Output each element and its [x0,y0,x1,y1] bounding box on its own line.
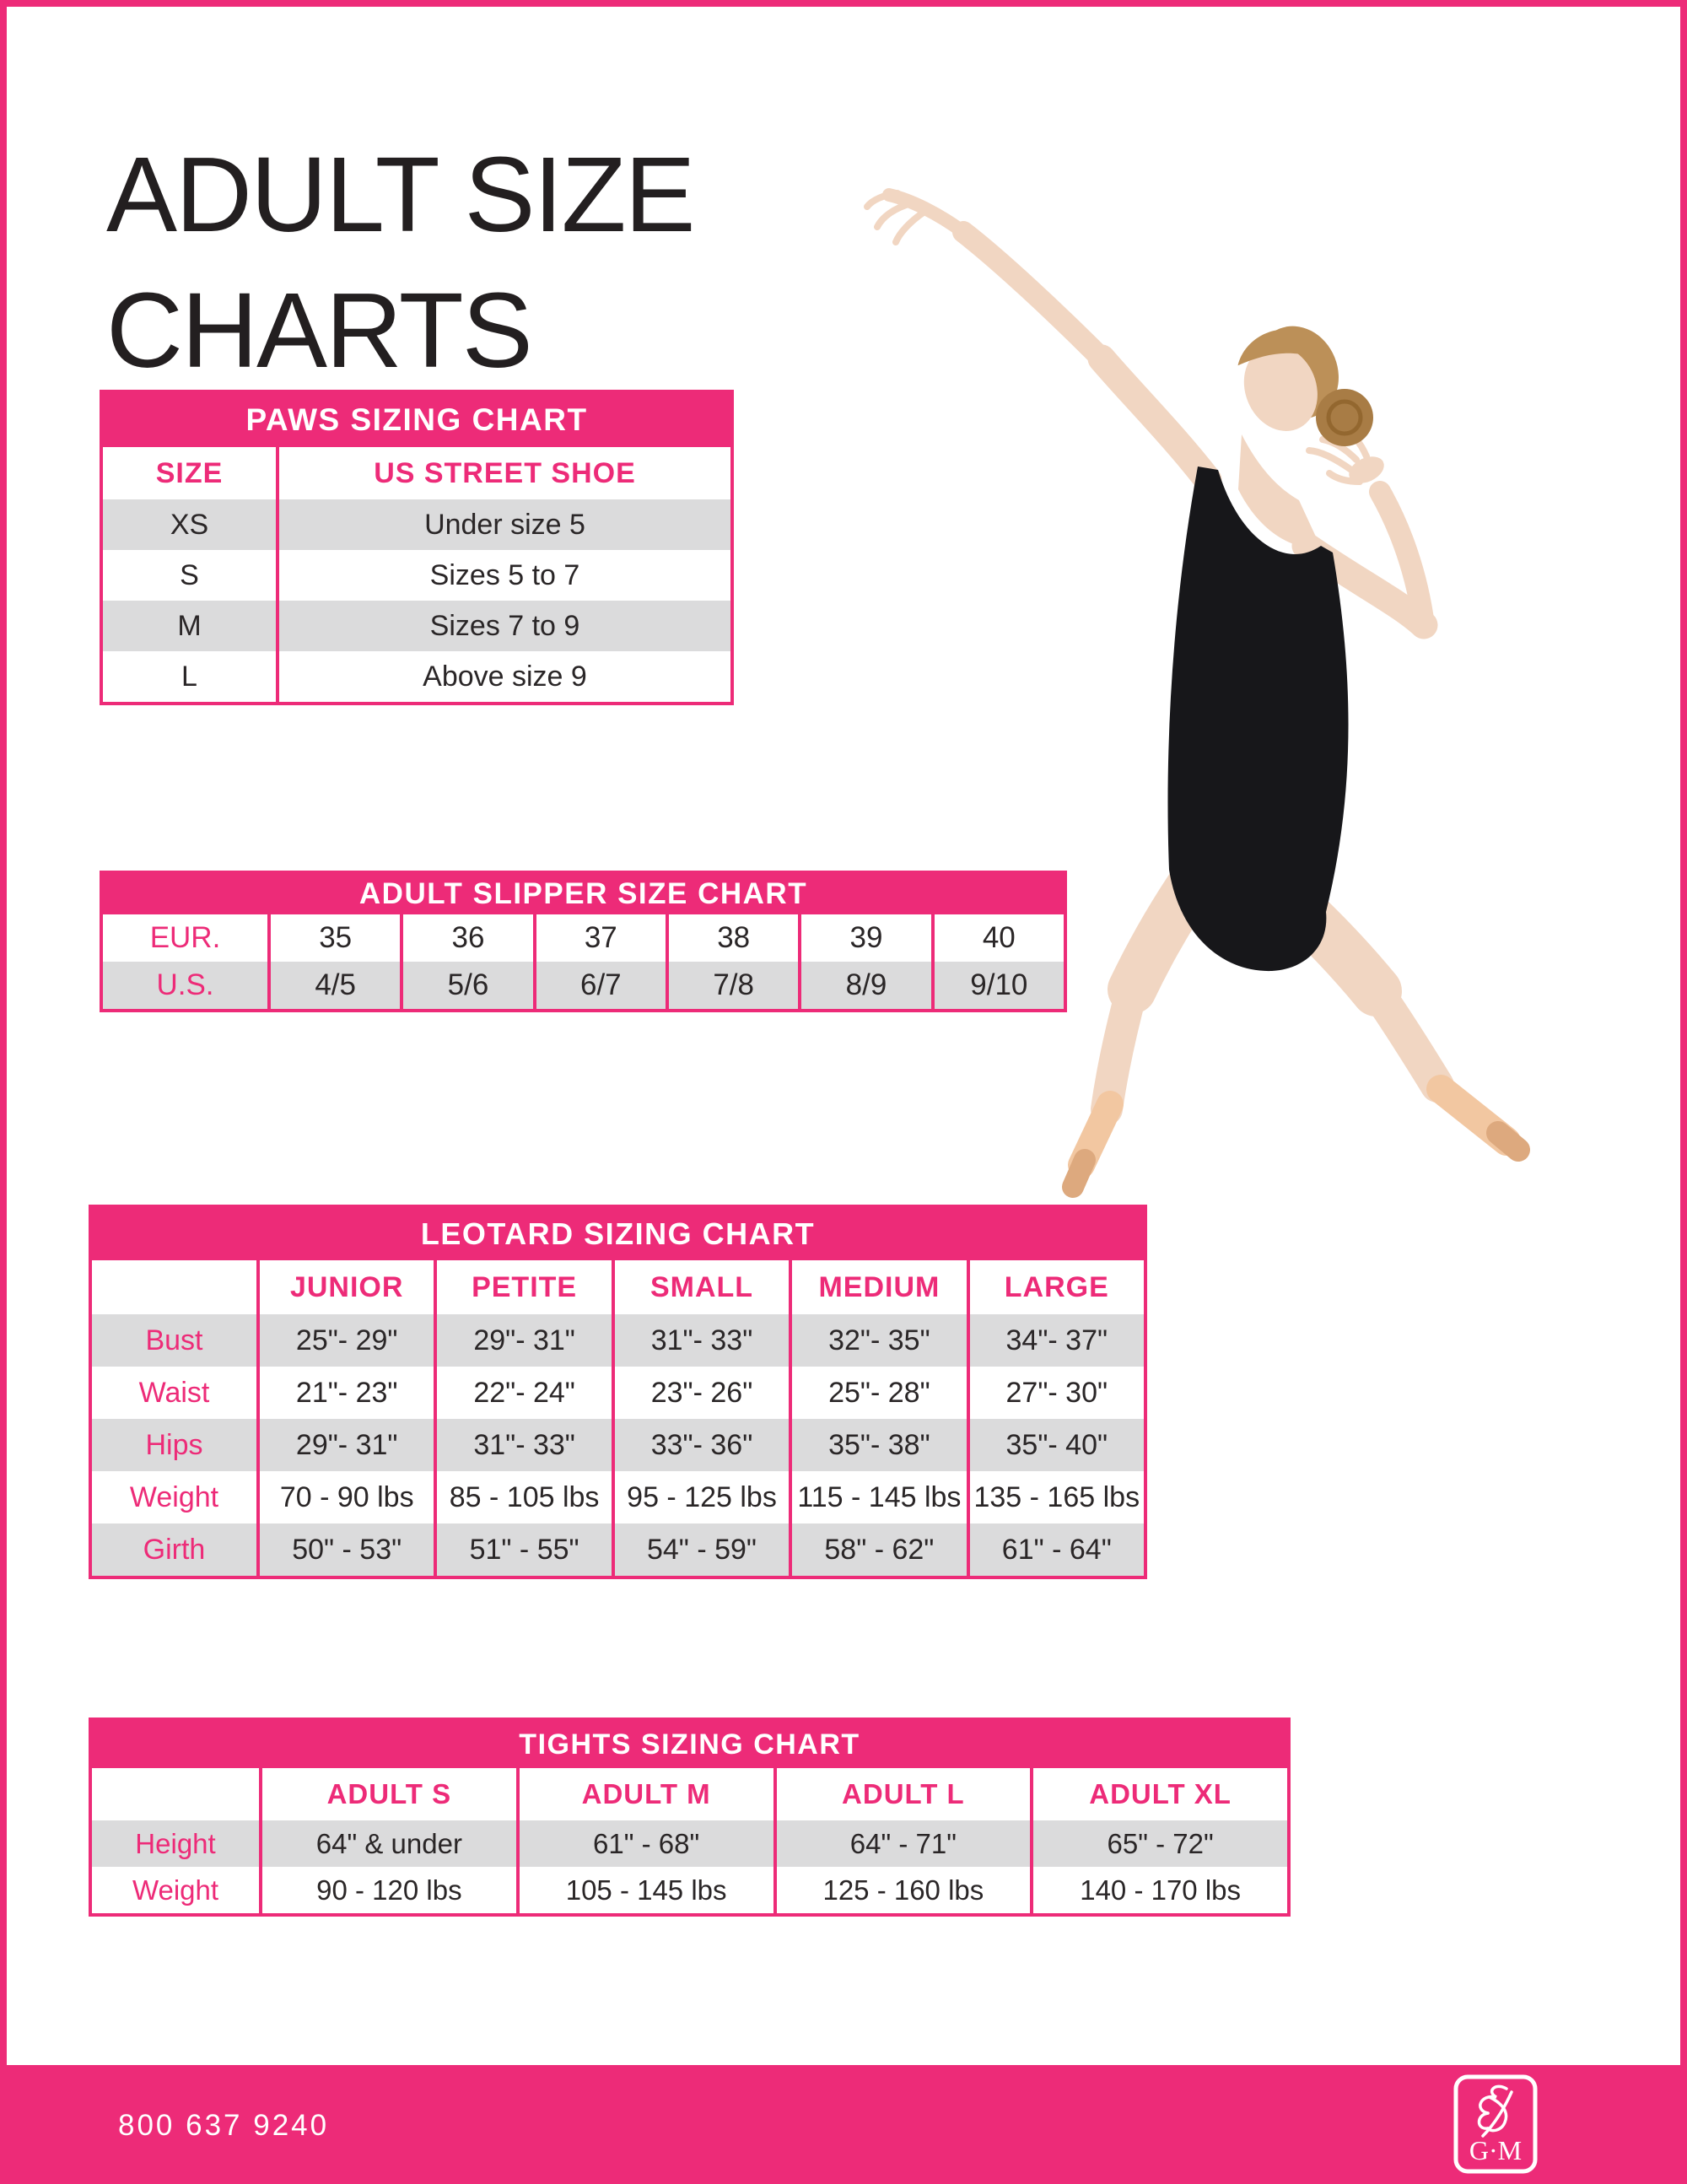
logo-monogram: G·M [1469,2135,1523,2165]
slipper-chart-title: ADULT SLIPPER SIZE CHART [103,874,1064,914]
ballet-dancer-photo [860,156,1552,1215]
table-row [103,651,730,702]
leotard-col-petite: PETITE [434,1260,611,1314]
paws-value-s: Sizes 5 to 7 [276,550,730,601]
page-title-line2: CHARTS [106,271,531,391]
leotard-chart-title: LEOTARD SIZING CHART [92,1208,1144,1260]
phone-number: 800 637 9240 [118,2109,330,2142]
slipper-row-label-eur: EUR. [149,921,221,954]
paws-value-l: Above size 9 [276,651,730,702]
tights-sizing-chart [89,1718,1291,1917]
script-flourish-icon [1479,2086,1512,2136]
tights-col-empty [92,1768,259,1820]
paws-col-size: SIZE [155,456,224,489]
table-row-bust: Bust 25"- 29" 29"- 31" 31"- 33" 32"- 35" 34"- 37" [92,1314,1144,1367]
paws-value-xs: Under size 5 [276,499,730,550]
paws-col-shoe: US STREET SHOE [276,447,730,499]
leotard-col-empty [92,1260,256,1314]
paws-size-xs: XS [170,508,209,541]
page-title [106,127,694,399]
table-row-weight: Weight 70 - 90 lbs 85 - 105 lbs 95 - 125 lbs 115 - 145 lbs 135 - 165 lbs [92,1471,1144,1523]
slipper-size-chart [100,871,1067,1012]
table-row [103,601,730,651]
footer-band [0,2065,1687,2184]
paws-chart-title: PAWS SIZING CHART [103,393,730,447]
paws-value-m: Sizes 7 to 9 [276,601,730,651]
leotard-sizing-chart [89,1205,1147,1579]
table-row-weight: Weight 90 - 120 lbs 105 - 145 lbs 125 - 160 lbs 140 - 170 lbs [92,1867,1287,1913]
table-row-height: Height 64" & under 61" - 68" 64" - 71" 65" - 72" [92,1820,1287,1867]
tights-col-adult-s: ADULT S [259,1768,516,1820]
tights-chart-title: TIGHTS SIZING CHART [92,1721,1287,1768]
table-row-eur: EUR. 35 36 37 38 39 40 [103,914,1064,962]
leotard-col-junior: JUNIOR [256,1260,434,1314]
leotard-col-small: SMALL [612,1260,789,1314]
table-row-us: U.S. 4/5 5/6 6/7 7/8 8/9 9/10 [103,962,1064,1009]
tights-col-adult-l: ADULT L [773,1768,1031,1820]
gm-brand-logo [1453,2073,1539,2175]
paws-size-m: M [177,609,202,642]
paws-size-s: S [180,558,199,591]
table-row-hips: Hips 29"- 31" 31"- 33" 33"- 36" 35"- 38" 35"- 40" [92,1419,1144,1471]
paws-sizing-chart [100,390,734,705]
page-title-line1: ADULT SIZE [106,135,694,254]
table-row-girth: Girth 50" - 53" 51" - 55" 54" - 59" 58" - 62" 61" - 64" [92,1523,1144,1576]
slipper-row-label-us: U.S. [156,968,214,1001]
tights-col-adult-xl: ADULT XL [1030,1768,1287,1820]
table-row [103,499,730,550]
table-row-waist: Waist 21"- 23" 22"- 24" 23"- 26" 25"- 28" 27"- 30" [92,1367,1144,1419]
tights-column-header-row [92,1768,1287,1820]
leotard-col-large: LARGE [967,1260,1144,1314]
paws-size-l: L [181,660,197,693]
leotard-column-header-row [92,1260,1144,1314]
leotard-col-medium: MEDIUM [789,1260,966,1314]
paws-column-header-row [103,447,730,499]
tights-col-adult-m: ADULT M [516,1768,773,1820]
table-row [103,550,730,601]
